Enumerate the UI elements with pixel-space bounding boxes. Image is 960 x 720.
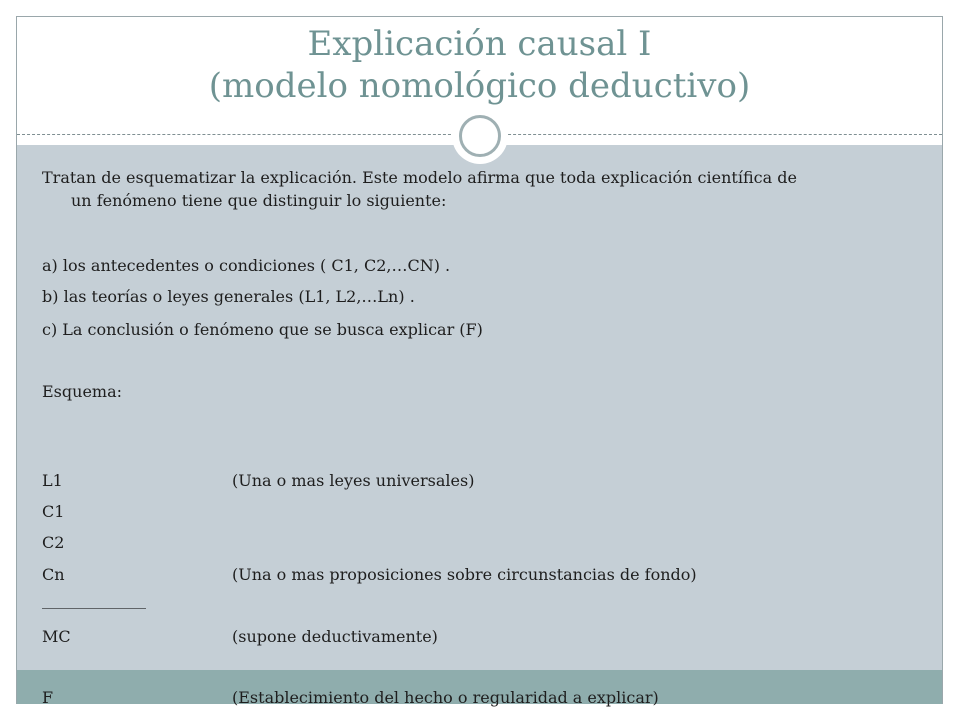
schema-label-l1: L1 xyxy=(42,471,63,490)
ring-icon xyxy=(459,115,501,157)
item-b: b) las teorías o leyes generales (L1, L2,…Ln) . xyxy=(42,287,415,306)
schema-heading: Esquema: xyxy=(42,382,123,401)
slide-title xyxy=(17,23,942,107)
schema-label-f: F xyxy=(42,688,54,707)
schema-label-cn: Cn xyxy=(42,565,65,584)
schema-desc-cn: (Una o mas proposiciones sobre circunstancias de fondo) xyxy=(232,565,697,584)
schema-label-c2: C2 xyxy=(42,533,65,552)
item-a: a) los antecedentes o condiciones ( C1, C2,…CN) . xyxy=(42,256,451,275)
schema-label-c1: C1 xyxy=(42,502,65,521)
intro-line-1: Tratan de esquematizar la explicación. Este modelo afirma que toda explicación científica de xyxy=(42,168,797,187)
intro-line-2: un fenómeno tiene que distinguir lo siguiente: xyxy=(71,191,447,210)
schema-separator: _____________ xyxy=(42,590,146,609)
slide-title-line-1: Explicación causal I xyxy=(307,24,652,64)
schema-desc-f: (Establecimiento del hecho o regularidad a explicar) xyxy=(232,688,659,707)
slide-title-line-2: (modelo nomológico deductivo) xyxy=(208,66,751,106)
circle-ornament-icon xyxy=(452,108,508,164)
schema-desc-mc: (supone deductivamente) xyxy=(232,627,438,646)
schema-desc-l1: (Una o mas leyes universales) xyxy=(232,471,475,490)
content-area xyxy=(17,145,942,670)
schema-label-mc: MC xyxy=(42,627,71,646)
item-c: c) La conclusión o fenómeno que se busca explicar (F) xyxy=(42,320,483,339)
intro-paragraph xyxy=(42,166,922,212)
